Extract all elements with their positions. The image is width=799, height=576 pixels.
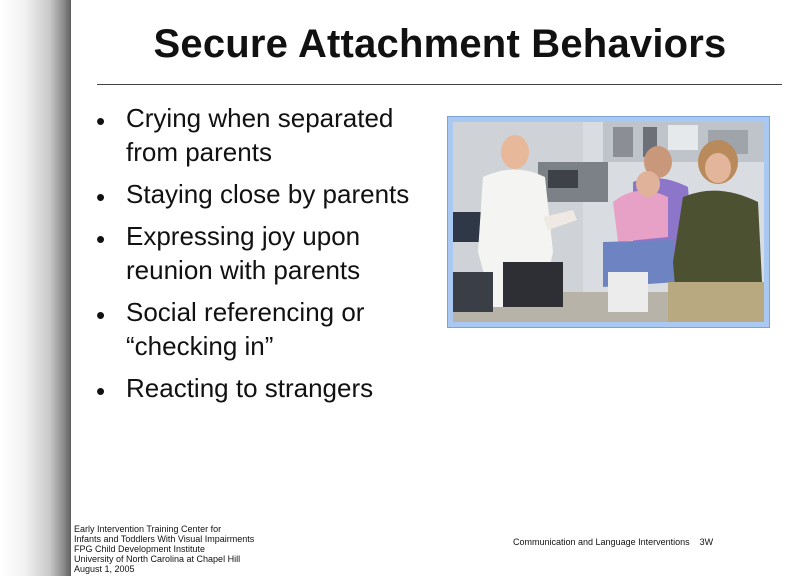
bullet-icon: • bbox=[96, 224, 106, 254]
footer-line: University of North Carolina at Chapel Hill bbox=[74, 554, 241, 564]
slide-title: Secure Attachment Behaviors bbox=[153, 22, 727, 66]
slide-number: 3W bbox=[699, 537, 714, 547]
footer-date: August 1, 2005 bbox=[74, 564, 135, 574]
bullet-icon: • bbox=[96, 182, 106, 212]
footer-course bbox=[513, 537, 713, 547]
bullet-item bbox=[80, 101, 440, 169]
bullet-icon: • bbox=[96, 300, 106, 330]
bullet-list bbox=[80, 101, 440, 413]
course-title: Communication and Language Interventions bbox=[513, 537, 690, 547]
bullet-text: Expressing joy upon reunion with parents bbox=[126, 221, 361, 285]
bullet-text: Social referencing or “checking in” bbox=[126, 297, 365, 361]
footer-line: Early Intervention Training Center for bbox=[74, 524, 222, 534]
photo-frame bbox=[447, 116, 770, 328]
bullet-icon: • bbox=[96, 376, 106, 406]
bullet-icon: • bbox=[96, 106, 106, 136]
left-gradient-bar bbox=[0, 0, 71, 576]
bullet-text: Crying when separated from parents bbox=[126, 103, 394, 167]
clinic-visit-photo-icon bbox=[453, 122, 764, 322]
bullet-item bbox=[80, 177, 440, 211]
footer-organization bbox=[74, 524, 334, 574]
bullet-item bbox=[80, 371, 440, 405]
footer-line: FPG Child Development Institute bbox=[74, 544, 206, 554]
bullet-text: Reacting to strangers bbox=[126, 373, 374, 403]
bullet-item bbox=[80, 295, 440, 363]
bullet-text: Staying close by parents bbox=[126, 179, 410, 209]
title-divider bbox=[97, 84, 782, 85]
bullet-item bbox=[80, 219, 440, 287]
footer-line: Infants and Toddlers With Visual Impairments bbox=[74, 534, 255, 544]
